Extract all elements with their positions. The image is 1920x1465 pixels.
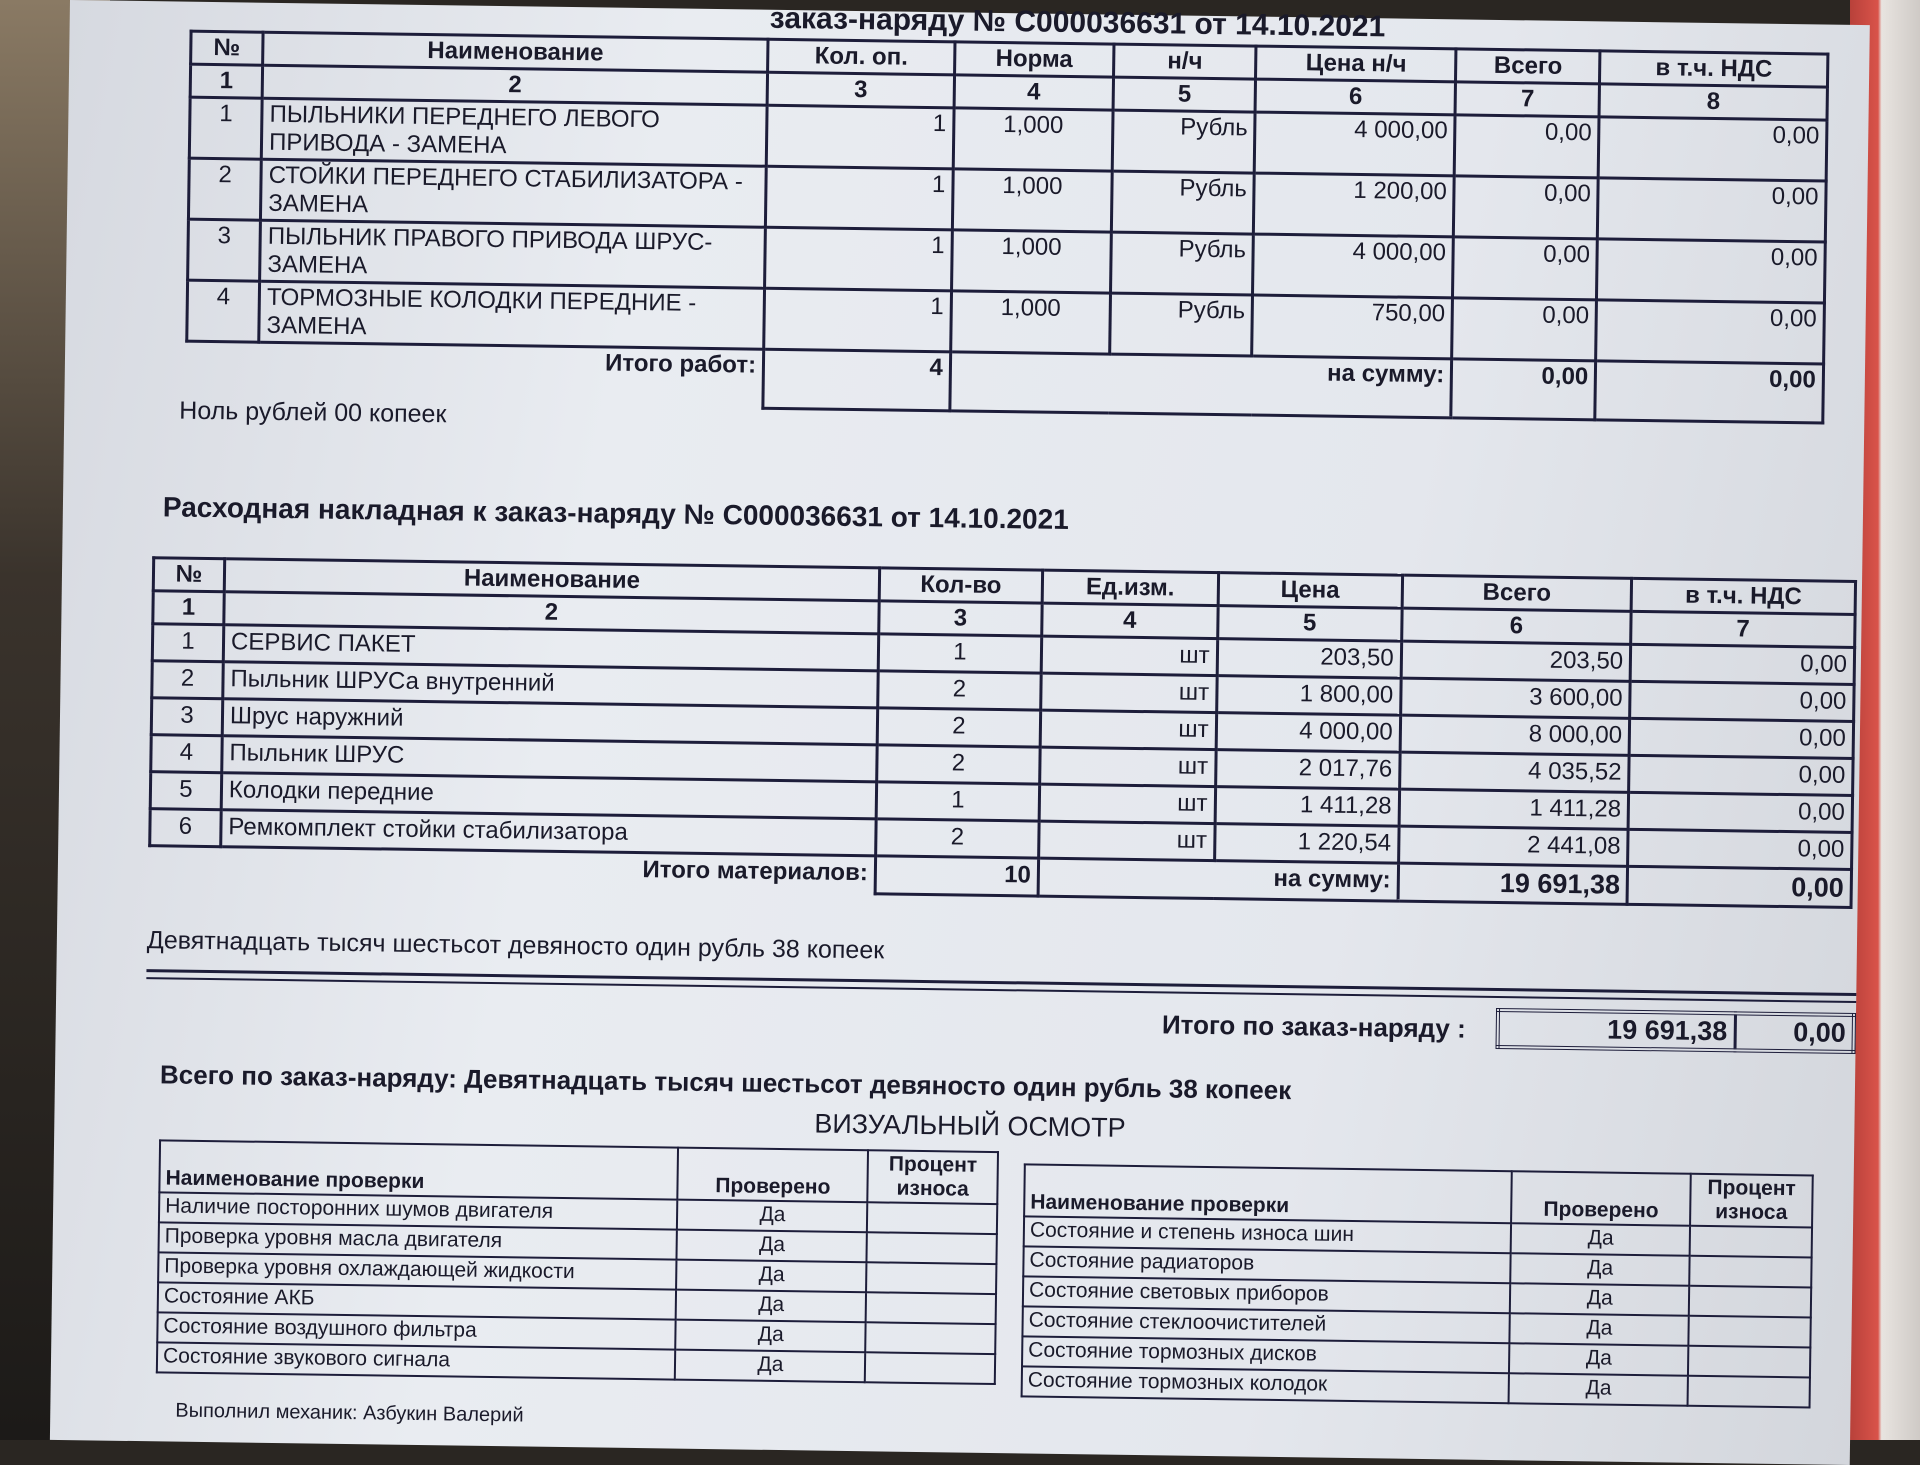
column-number: 2 [262, 65, 767, 105]
column-header: Наименование проверки [159, 1140, 678, 1199]
table-cell: 1 411,28 [1215, 787, 1400, 827]
table-cell [866, 1262, 996, 1294]
column-header: в т.ч. НДС [1631, 578, 1855, 614]
column-number: 4 [1042, 603, 1218, 638]
table-cell: 0,00 [1628, 792, 1852, 832]
table-cell: 0,00 [1598, 178, 1826, 242]
table-cell: 3 600,00 [1400, 678, 1630, 718]
works-total-label: Итого работ: [604, 349, 757, 379]
table-cell: 3 [188, 219, 261, 281]
column-header: Проверено [1511, 1171, 1690, 1225]
table-cell: 4 035,52 [1399, 752, 1629, 792]
table-cell: 4 [151, 735, 222, 773]
table-cell: ПЫЛЬНИК ПРАВОГО ПРИВОДА ШРУС-ЗАМЕНА [260, 220, 766, 288]
table-cell: 2 [152, 661, 223, 699]
table-cell: 0,00 [1630, 644, 1854, 684]
column-number: 7 [1455, 82, 1599, 117]
table-cell: 750,00 [1252, 295, 1453, 359]
table-cell: Проверка уровня охлаждающей жидкости [158, 1252, 677, 1289]
table-cell: Состояние и степень износа шин [1024, 1216, 1512, 1253]
table-cell [867, 1202, 997, 1234]
column-header: № [191, 31, 264, 65]
table-cell: Да [1510, 1313, 1689, 1345]
table-cell: СТОЙКИ ПЕРЕДНЕГО СТАБИЛИЗАТОРА - ЗАМЕНА [261, 159, 767, 227]
order-total-label: Итого по заказ-наряду : [1161, 1009, 1466, 1044]
column-header: Проверено [678, 1148, 869, 1203]
table-cell: 4 000,00 [1255, 112, 1456, 176]
table-cell: 1 200,00 [1254, 173, 1455, 237]
table-cell: 1 800,00 [1216, 676, 1401, 716]
table-cell: 2 [878, 671, 1042, 710]
table-cell: Состояние стеклоочистителей [1022, 1306, 1510, 1343]
inspection-table-right [1021, 1163, 1814, 1408]
table-cell [866, 1322, 996, 1354]
table-cell: Состояние АКБ [158, 1282, 677, 1319]
table-cell: 4 [187, 280, 260, 342]
table-cell: 0,00 [1597, 239, 1825, 303]
works-title: заказ-наряду № С000036631 от 14.10.2021 [769, 1, 1386, 44]
table-cell: 203,50 [1401, 641, 1631, 681]
table-cell: Да [1509, 1373, 1688, 1405]
table-cell: ТОРМОЗНЫЕ КОЛОДКИ ПЕРЕДНИЕ - ЗАМЕНА [259, 281, 765, 349]
table-cell [1688, 1376, 1810, 1408]
table-cell: 0,00 [1454, 176, 1599, 239]
column-number: 6 [1255, 79, 1455, 115]
document-page [50, 0, 1870, 1465]
table-cell: Проверка уровня масла двигателя [159, 1222, 678, 1259]
table-cell: 0,00 [1629, 718, 1853, 758]
column-header: Процент износа [1690, 1174, 1813, 1228]
table-cell: шт [1041, 636, 1217, 675]
inspection-title: ВИЗУАЛЬНЫЙ ОСМОТР [814, 1108, 1126, 1143]
mechanic-signature: Выполнил механик: Азбукин Валерий [175, 1399, 524, 1427]
materials-sum-label: на сумму: [1038, 858, 1398, 901]
table-cell: Колодки передние [221, 773, 876, 819]
column-header: Цена [1218, 573, 1403, 609]
column-number: 5 [1217, 606, 1402, 642]
column-number: 8 [1599, 84, 1827, 120]
table-cell: Наличие посторонних шумов двигателя [159, 1192, 678, 1229]
column-number: 5 [1113, 77, 1256, 112]
table-cell: 0,00 [1455, 115, 1600, 178]
table-cell: 4 000,00 [1216, 713, 1401, 753]
table-cell: 1 [765, 227, 953, 291]
table-cell [1689, 1256, 1811, 1288]
order-total-amount: 19 691,38 [1498, 1010, 1736, 1050]
table-cell: 2 [877, 745, 1041, 784]
table-cell: 2 441,08 [1398, 826, 1628, 866]
table-cell: Состояние тормозных колодок [1022, 1366, 1510, 1403]
table-cell [1690, 1226, 1812, 1258]
column-number: 6 [1401, 608, 1631, 644]
table-cell: 2 [876, 819, 1040, 858]
table-cell: 1 [876, 782, 1040, 821]
table-cell [1689, 1286, 1811, 1318]
column-header: Норма [954, 42, 1114, 77]
materials-sum-in-words: Девятнадцать тысяч шестьсот девяносто один рубль 38 копеек [146, 926, 885, 965]
column-number: 3 [767, 72, 954, 108]
column-header: Кол-во [879, 568, 1043, 603]
table-cell: Шрус наружний [222, 699, 877, 745]
table-cell: 0,00 [1596, 300, 1824, 364]
table-cell: Да [677, 1230, 867, 1263]
table-cell: Рубль [1111, 171, 1254, 234]
table-cell: Да [1511, 1223, 1690, 1255]
table-cell: шт [1041, 673, 1217, 712]
table-cell: Да [677, 1200, 867, 1233]
materials-sum-vat: 0,00 [1627, 866, 1851, 907]
table-cell: Да [676, 1320, 866, 1353]
column-number: 2 [224, 592, 879, 634]
table-cell: 0,00 [1453, 237, 1598, 300]
table-cell: Состояние воздушного фильтра [157, 1312, 676, 1349]
materials-sum-total: 19 691,38 [1398, 863, 1628, 904]
column-header: Всего [1402, 575, 1632, 611]
table-cell: 1 [766, 166, 954, 230]
table-cell: 2 [877, 708, 1041, 747]
table-cell: Да [676, 1260, 866, 1293]
table-cell: Да [1509, 1343, 1688, 1375]
table-cell: 1,000 [953, 108, 1113, 171]
works-sum-label: на сумму: [950, 352, 1452, 418]
column-header: Наименование [224, 559, 879, 601]
column-header: Кол. оп. [768, 39, 955, 75]
order-total-in-words: Всего по заказ-наряду: Девятнадцать тысяч шестьсот девяносто один рубль 38 копеек [159, 1059, 1292, 1106]
table-cell: 5 [150, 772, 221, 810]
column-header: н/ч [1114, 44, 1257, 79]
table-cell: Рубль [1110, 293, 1253, 356]
column-number: 4 [954, 75, 1114, 110]
works-total-count: 4 [763, 349, 951, 411]
table-cell: 0,00 [1629, 755, 1853, 795]
table-cell: Состояние световых приборов [1023, 1276, 1511, 1313]
table-cell: 1,000 [951, 230, 1111, 293]
table-cell: 1 [878, 634, 1042, 673]
column-header: Наименование проверки [1024, 1164, 1512, 1223]
column-header: в т.ч. НДС [1600, 51, 1828, 87]
table-cell: Состояние тормозных дисков [1022, 1336, 1510, 1373]
table-cell: 0,00 [1630, 681, 1854, 721]
table-cell: Да [1511, 1253, 1690, 1285]
table-cell: 3 [151, 698, 222, 736]
table-cell: СЕРВИС ПАКЕТ [223, 625, 878, 671]
table-cell [865, 1352, 995, 1384]
table-cell: Рубль [1110, 232, 1253, 295]
table-cell: Ремкомплект стойки стабилизатора [221, 810, 876, 856]
column-header: Ед.изм. [1042, 570, 1218, 605]
table-cell: 1 220,54 [1214, 824, 1399, 864]
double-divider [146, 969, 1856, 1003]
table-cell: Да [1510, 1283, 1689, 1315]
column-number: 3 [879, 601, 1043, 636]
materials-total-count: 10 [875, 856, 1039, 896]
column-header: Наименование [263, 32, 768, 72]
column-header: Всего [1456, 49, 1600, 84]
table-cell [866, 1292, 996, 1324]
column-number: 1 [153, 591, 224, 625]
materials-total-label: Итого материалов: [642, 856, 869, 887]
inspection-table-left [156, 1139, 999, 1385]
column-header: Цена н/ч [1256, 46, 1456, 82]
table-cell: 1 [189, 97, 262, 159]
order-total-vat: 0,00 [1735, 1013, 1854, 1052]
table-cell: шт [1039, 784, 1215, 823]
table-cell: 0,00 [1599, 117, 1827, 181]
table-cell: 1,000 [951, 291, 1111, 354]
table-cell: 2 [188, 158, 261, 220]
table-cell: Да [675, 1350, 865, 1383]
table-cell: Пыльник ШРУС [222, 736, 877, 782]
works-sum-vat: 0,00 [1595, 361, 1823, 423]
table-cell: 8 000,00 [1400, 715, 1630, 755]
table-cell [1689, 1316, 1811, 1348]
works-sum-in-words: Ноль рублей 00 копеек [179, 396, 447, 429]
table-cell: Пыльник ШРУСа внутренний [223, 662, 878, 708]
works-sum-total: 0,00 [1451, 359, 1596, 420]
column-number: 1 [190, 64, 263, 98]
table-cell: ПЫЛЬНИКИ ПЕРЕДНЕГО ЛЕВОГО ПРИВОДА - ЗАМЕНА [261, 98, 767, 166]
table-cell: 1 [766, 105, 954, 169]
table-cell: Состояние звукового сигнала [157, 1342, 676, 1379]
table-cell [867, 1232, 997, 1264]
table-cell: шт [1040, 710, 1216, 749]
column-header: Процент износа [868, 1150, 998, 1204]
table-cell: Рубль [1112, 110, 1255, 173]
table-cell: Да [676, 1290, 866, 1323]
table-cell: 203,50 [1217, 639, 1402, 679]
column-number: 7 [1631, 611, 1855, 647]
materials-table [148, 556, 1857, 909]
table-cell: 0,00 [1452, 298, 1597, 361]
table-cell: Состояние радиаторов [1023, 1246, 1511, 1283]
table-cell: 0,00 [1628, 829, 1852, 869]
table-cell: 6 [150, 809, 221, 847]
column-header: № [153, 558, 224, 592]
materials-title: Расходная накладная к заказ-наряду № С000036631 от 14.10.2021 [162, 491, 1069, 535]
table-cell: шт [1040, 747, 1216, 786]
order-total-box [1495, 1008, 1856, 1054]
table-cell: 2 017,76 [1215, 750, 1400, 790]
table-cell: 1 [764, 288, 952, 352]
works-table [184, 30, 1829, 425]
table-cell [1688, 1346, 1810, 1378]
table-cell: 1 411,28 [1399, 789, 1629, 829]
table-cell: 4 000,00 [1253, 234, 1454, 298]
table-cell: 1,000 [952, 169, 1112, 232]
table-cell: шт [1039, 821, 1215, 860]
table-cell: 1 [152, 624, 223, 662]
